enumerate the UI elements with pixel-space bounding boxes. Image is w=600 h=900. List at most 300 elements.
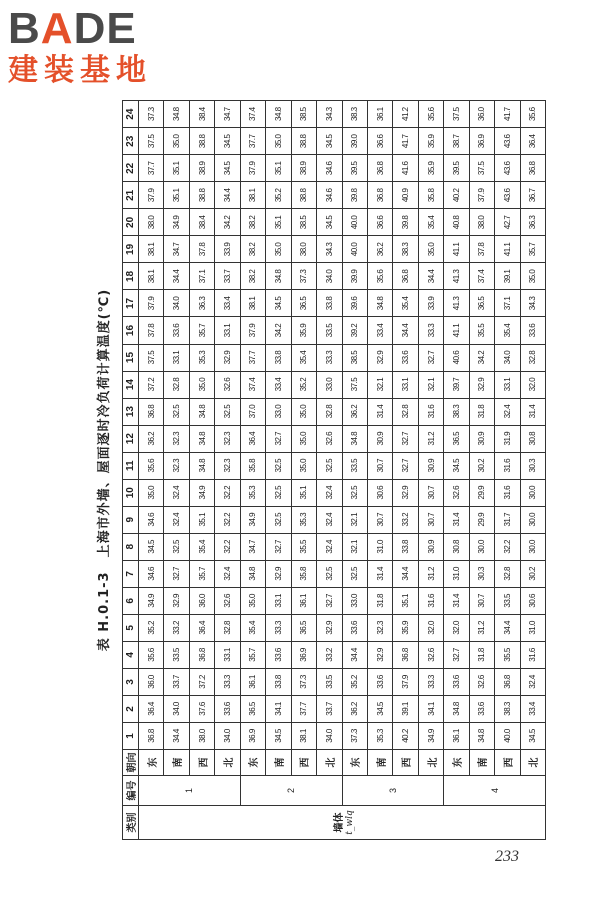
- temperature-value: 34.8: [240, 560, 265, 587]
- temperature-value: 34.5: [520, 722, 545, 749]
- temperature-value: 33.8: [266, 668, 291, 695]
- temperature-value: 34.0: [317, 263, 342, 290]
- header-hour: 24: [123, 101, 139, 128]
- temperature-value: 35.4: [393, 290, 418, 317]
- temperature-value: 41.1: [444, 317, 469, 344]
- temperature-value: 33.6: [520, 317, 545, 344]
- temperature-value: 32.6: [317, 425, 342, 452]
- temperature-value: 35.6: [418, 101, 443, 128]
- temperature-value: 32.1: [342, 533, 367, 560]
- temperature-value: 32.5: [342, 560, 367, 587]
- temperature-value: 34.6: [139, 506, 164, 533]
- temperature-value: 37.7: [240, 344, 265, 371]
- orientation-cell: 北: [520, 750, 545, 776]
- table-row: [393, 101, 418, 840]
- temperature-value: 32.6: [215, 587, 240, 614]
- logo-subtitle: 建装基地: [8, 53, 152, 88]
- temperature-value: 38.1: [139, 236, 164, 263]
- temperature-value: 34.2: [266, 317, 291, 344]
- temperature-value: 36.2: [139, 425, 164, 452]
- orientation-cell: 南: [367, 750, 392, 776]
- temperature-value: 33.9: [418, 290, 443, 317]
- temperature-value: 35.0: [266, 128, 291, 155]
- temperature-value: 33.8: [393, 533, 418, 560]
- page-number: 233: [495, 848, 519, 865]
- temperature-value: 33.5: [317, 317, 342, 344]
- temperature-value: 34.9: [189, 479, 214, 506]
- temperature-value: 35.0: [189, 371, 214, 398]
- temperature-value: 34.9: [418, 722, 443, 749]
- temperature-value: 32.9: [317, 614, 342, 641]
- table-number: 表 H.0.1-3: [97, 571, 112, 652]
- temperature-value: 36.2: [342, 398, 367, 425]
- temperature-value: 37.3: [291, 668, 316, 695]
- logo: [8, 6, 152, 88]
- header-hour: 5: [123, 614, 139, 641]
- temperature-value: 39.2: [342, 317, 367, 344]
- orientation-cell: 东: [139, 750, 164, 776]
- table-row: [342, 101, 367, 840]
- temperature-value: 35.3: [240, 479, 265, 506]
- temperature-value: 42.7: [495, 209, 520, 236]
- temperature-value: 34.8: [189, 452, 214, 479]
- table-row: [418, 101, 443, 840]
- temperature-value: 38.3: [393, 236, 418, 263]
- temperature-value: 40.9: [393, 182, 418, 209]
- temperature-value: 39.1: [393, 695, 418, 722]
- temperature-value: 35.8: [418, 182, 443, 209]
- temperature-value: 38.1: [139, 263, 164, 290]
- temperature-value: 32.8: [164, 371, 189, 398]
- temperature-value: 38.2: [240, 236, 265, 263]
- temperature-value: 34.8: [189, 425, 214, 452]
- temperature-value: 32.4: [495, 398, 520, 425]
- temperature-value: 34.6: [317, 182, 342, 209]
- temperature-value: 35.2: [139, 614, 164, 641]
- temperature-value: 35.0: [520, 263, 545, 290]
- temperature-value: 32.3: [215, 425, 240, 452]
- temperature-value: 31.8: [469, 398, 494, 425]
- temperature-value: 34.9: [139, 587, 164, 614]
- temperature-value: 35.1: [291, 479, 316, 506]
- temperature-value: 35.9: [291, 317, 316, 344]
- temperature-value: 38.3: [495, 695, 520, 722]
- temperature-value: 30.0: [520, 533, 545, 560]
- temperature-value: 37.5: [139, 128, 164, 155]
- temperature-value: 35.0: [240, 587, 265, 614]
- temperature-value: 36.9: [469, 128, 494, 155]
- temperature-value: 34.8: [266, 263, 291, 290]
- temperature-value: 37.0: [240, 398, 265, 425]
- temperature-value: 33.5: [342, 452, 367, 479]
- temperature-value: 37.2: [189, 668, 214, 695]
- temperature-value: 34.0: [495, 344, 520, 371]
- temperature-value: 34.4: [164, 263, 189, 290]
- temperature-value: 32.7: [266, 533, 291, 560]
- header-hour: 11: [123, 452, 139, 479]
- temperature-value: 33.1: [215, 641, 240, 668]
- temperature-value: 34.5: [215, 128, 240, 155]
- temperature-value: 32.1: [367, 371, 392, 398]
- temperature-value: 31.4: [444, 587, 469, 614]
- category-name: 墙体: [333, 812, 345, 833]
- temperature-value: 33.3: [215, 668, 240, 695]
- temperature-value: 37.1: [189, 263, 214, 290]
- header-hour: 23: [123, 128, 139, 155]
- temperature-value: 32.4: [164, 479, 189, 506]
- temperature-value: 34.6: [317, 155, 342, 182]
- temperature-value: 39.8: [393, 209, 418, 236]
- temperature-value: 35.9: [393, 614, 418, 641]
- temperature-value: 32.9: [164, 587, 189, 614]
- group-id-cell: 2: [240, 776, 342, 806]
- table-caption: [90, 100, 120, 840]
- temperature-value: 36.4: [240, 425, 265, 452]
- temperature-value: 40.0: [342, 209, 367, 236]
- temperature-value: 34.3: [317, 236, 342, 263]
- temperature-value: 38.3: [444, 398, 469, 425]
- orientation-cell: 南: [164, 750, 189, 776]
- temperature-value: 32.4: [317, 506, 342, 533]
- temperature-value: 34.8: [444, 695, 469, 722]
- temperature-value: 35.2: [342, 668, 367, 695]
- temperature-value: 30.9: [469, 425, 494, 452]
- temperature-value: 34.2: [215, 209, 240, 236]
- temperature-value: 32.7: [266, 425, 291, 452]
- temperature-value: 30.0: [520, 479, 545, 506]
- temperature-value: 35.0: [139, 479, 164, 506]
- temperature-value: 32.1: [418, 371, 443, 398]
- temperature-value: 38.0: [139, 209, 164, 236]
- temperature-value: 36.1: [444, 722, 469, 749]
- temperature-value: 33.5: [317, 668, 342, 695]
- temperature-value: 32.6: [418, 641, 443, 668]
- orientation-cell: 北: [317, 750, 342, 776]
- temperature-value: 40.6: [444, 344, 469, 371]
- temperature-value: 36.8: [189, 641, 214, 668]
- temperature-value: 41.6: [393, 155, 418, 182]
- temperature-value: 34.8: [342, 425, 367, 452]
- temperature-value: 36.4: [139, 695, 164, 722]
- temperature-value: 33.5: [164, 641, 189, 668]
- temperature-value: 39.7: [444, 371, 469, 398]
- temperature-value: 35.7: [240, 641, 265, 668]
- orientation-cell: 北: [215, 750, 240, 776]
- temperature-value: 36.8: [495, 668, 520, 695]
- temperature-value: 35.4: [240, 614, 265, 641]
- temperature-value: 32.4: [520, 668, 545, 695]
- temperature-value: 43.6: [495, 128, 520, 155]
- temperature-value: 36.3: [520, 209, 545, 236]
- temperature-value: 36.9: [291, 641, 316, 668]
- header-hour: 9: [123, 506, 139, 533]
- temperature-value: 30.7: [418, 479, 443, 506]
- temperature-value: 38.9: [189, 155, 214, 182]
- category-cell: [139, 806, 546, 840]
- temperature-value: 33.0: [317, 371, 342, 398]
- temperature-value: 34.9: [240, 506, 265, 533]
- temperature-value: 31.2: [469, 614, 494, 641]
- table-row: [215, 101, 240, 840]
- temperature-value: 34.4: [418, 263, 443, 290]
- category-symbol: t_wlq: [344, 810, 355, 835]
- temperature-value: 35.3: [367, 722, 392, 749]
- temperature-value: 34.5: [317, 209, 342, 236]
- header-orientation: 朝向: [123, 750, 139, 776]
- temperature-value: 35.1: [266, 209, 291, 236]
- header-hour: 3: [123, 668, 139, 695]
- temperature-value: 39.8: [342, 182, 367, 209]
- temperature-value: 36.4: [520, 128, 545, 155]
- temperature-value: 38.5: [291, 209, 316, 236]
- temperature-value: 34.8: [164, 101, 189, 128]
- temperature-value: 33.0: [342, 587, 367, 614]
- header-hour: 22: [123, 155, 139, 182]
- temperature-value: 32.0: [418, 614, 443, 641]
- temperature-value: 37.5: [444, 101, 469, 128]
- temperature-value: 33.8: [266, 344, 291, 371]
- table-row: [139, 101, 164, 840]
- temperature-value: 30.7: [367, 506, 392, 533]
- temperature-value: 37.7: [291, 695, 316, 722]
- temperature-value: 31.4: [520, 398, 545, 425]
- temperature-value: 32.8: [495, 560, 520, 587]
- temperature-value: 33.1: [215, 317, 240, 344]
- temperature-value: 32.6: [444, 479, 469, 506]
- temperature-value: 31.6: [418, 398, 443, 425]
- temperature-value: 37.8: [469, 236, 494, 263]
- table-row: [164, 101, 189, 840]
- temperature-value: 37.5: [139, 344, 164, 371]
- temperature-value: 40.2: [444, 182, 469, 209]
- temperature-value: 29.9: [469, 506, 494, 533]
- temperature-value: 31.9: [495, 425, 520, 452]
- temperature-value: 35.6: [139, 641, 164, 668]
- temperature-value: 38.9: [291, 155, 316, 182]
- temperature-value: 32.8: [215, 614, 240, 641]
- temperature-value: 34.0: [215, 722, 240, 749]
- temperature-value: 35.1: [164, 182, 189, 209]
- temperature-value: 35.0: [418, 236, 443, 263]
- temperature-value: 31.7: [495, 506, 520, 533]
- temperature-value: 30.3: [469, 560, 494, 587]
- temperature-value: 30.0: [469, 533, 494, 560]
- temperature-value: 33.6: [393, 344, 418, 371]
- temperature-value: 36.8: [393, 641, 418, 668]
- temperature-value: 35.7: [189, 317, 214, 344]
- table-row: [495, 101, 520, 840]
- temperature-value: 33.2: [317, 641, 342, 668]
- temperature-value: 40.0: [342, 236, 367, 263]
- temperature-value: 43.6: [495, 182, 520, 209]
- temperature-value: 38.0: [291, 236, 316, 263]
- temperature-value: 32.2: [215, 506, 240, 533]
- temperature-value: 34.5: [139, 533, 164, 560]
- temperature-value: 36.0: [189, 587, 214, 614]
- temperature-value: 36.0: [469, 101, 494, 128]
- temperature-value: 32.4: [164, 506, 189, 533]
- temperature-value: 33.4: [520, 695, 545, 722]
- group-id-cell: 1: [139, 776, 241, 806]
- orientation-cell: 北: [418, 750, 443, 776]
- header-hour: 14: [123, 371, 139, 398]
- temperature-value: 32.7: [393, 425, 418, 452]
- temperature-value: 35.7: [189, 560, 214, 587]
- temperature-value: 36.9: [240, 722, 265, 749]
- temperature-value: 34.7: [164, 236, 189, 263]
- temperature-value: 33.4: [367, 317, 392, 344]
- temperature-value: 40.2: [393, 722, 418, 749]
- temperature-value: 35.3: [291, 506, 316, 533]
- temperature-value: 32.5: [266, 506, 291, 533]
- temperature-value: 31.4: [367, 398, 392, 425]
- temperature-value: 36.5: [240, 695, 265, 722]
- temperature-value: 36.3: [189, 290, 214, 317]
- temperature-value: 30.6: [367, 479, 392, 506]
- temperature-value: 33.7: [215, 263, 240, 290]
- temperature-value: 38.5: [291, 101, 316, 128]
- temperature-value: 41.7: [393, 128, 418, 155]
- temperature-value: 36.8: [520, 155, 545, 182]
- temperature-value: 33.6: [469, 695, 494, 722]
- temperature-value: 35.7: [520, 236, 545, 263]
- temperature-value: 37.7: [240, 128, 265, 155]
- temperature-value: 32.7: [393, 452, 418, 479]
- header-hour: 16: [123, 317, 139, 344]
- temperature-value: 33.3: [266, 614, 291, 641]
- temperature-value: 30.9: [418, 533, 443, 560]
- temperature-value: 34.4: [393, 560, 418, 587]
- temperature-value: 35.6: [520, 101, 545, 128]
- temperature-value: 36.1: [240, 668, 265, 695]
- temperature-value: 32.6: [469, 668, 494, 695]
- temperature-value: 36.1: [291, 587, 316, 614]
- temperature-value: 34.0: [164, 695, 189, 722]
- header-hour: 19: [123, 236, 139, 263]
- temperature-value: 32.4: [317, 533, 342, 560]
- temperature-value: 35.1: [189, 506, 214, 533]
- temperature-value: 36.5: [469, 290, 494, 317]
- temperature-value: 33.3: [317, 344, 342, 371]
- temperature-value: 38.4: [189, 101, 214, 128]
- temperature-value: 37.1: [495, 290, 520, 317]
- orientation-cell: 西: [291, 750, 316, 776]
- temperature-value: 43.6: [495, 155, 520, 182]
- temperature-value: 33.4: [215, 290, 240, 317]
- temperature-value: 37.8: [189, 236, 214, 263]
- temperature-value: 34.7: [240, 533, 265, 560]
- temperature-value: 35.4: [291, 344, 316, 371]
- temperature-value: 34.0: [317, 722, 342, 749]
- temperature-value: 40.8: [444, 209, 469, 236]
- temperature-value: 36.6: [367, 209, 392, 236]
- temperature-value: 36.1: [367, 101, 392, 128]
- temperature-value: 31.6: [495, 452, 520, 479]
- temperature-value: 36.2: [342, 695, 367, 722]
- temperature-value: 35.5: [291, 533, 316, 560]
- orientation-cell: 西: [393, 750, 418, 776]
- table-row: [367, 101, 392, 840]
- temperature-value: 38.1: [240, 182, 265, 209]
- temperature-value: 35.3: [189, 344, 214, 371]
- temperature-value: 36.5: [291, 290, 316, 317]
- temperature-value: 38.0: [469, 209, 494, 236]
- temperature-value: 38.4: [189, 209, 214, 236]
- temperature-value: 32.4: [215, 560, 240, 587]
- temperature-value: 34.3: [317, 101, 342, 128]
- temperature-value: 37.4: [469, 263, 494, 290]
- temperature-value: 36.5: [444, 425, 469, 452]
- header-id: 编号: [123, 776, 139, 806]
- temperature-value: 32.9: [469, 371, 494, 398]
- temperature-value: 34.8: [469, 722, 494, 749]
- temperature-value: 35.5: [469, 317, 494, 344]
- temperature-value: 37.8: [139, 317, 164, 344]
- temperature-value: 37.5: [469, 155, 494, 182]
- header-hour: 2: [123, 695, 139, 722]
- table-row: [444, 101, 469, 840]
- temperature-value: 37.2: [139, 371, 164, 398]
- table-row: [317, 101, 342, 840]
- temperature-value: 35.0: [164, 128, 189, 155]
- temperature-value: 34.5: [266, 290, 291, 317]
- temperature-value: 33.1: [164, 344, 189, 371]
- temperature-value: 39.5: [444, 155, 469, 182]
- temperature-value: 30.8: [444, 533, 469, 560]
- temperature-value: 33.6: [367, 668, 392, 695]
- temperature-value: 32.6: [215, 371, 240, 398]
- table-header-row: [123, 101, 139, 840]
- header-hour: 17: [123, 290, 139, 317]
- temperature-value: 34.8: [266, 101, 291, 128]
- temperature-value: 34.3: [520, 290, 545, 317]
- temperature-value: 36.8: [139, 398, 164, 425]
- temperature-value: 36.2: [367, 236, 392, 263]
- group-id-cell: 4: [444, 776, 546, 806]
- table-title: 上海市外墙、屋面逐时冷负荷计算温度(℃): [97, 288, 112, 558]
- temperature-value: 41.3: [444, 290, 469, 317]
- temperature-value: 36.8: [139, 722, 164, 749]
- temperature-value: 34.4: [342, 641, 367, 668]
- temperature-value: 35.6: [139, 452, 164, 479]
- temperature-value: 34.5: [367, 695, 392, 722]
- temperature-value: 31.0: [367, 533, 392, 560]
- temperature-value: 39.6: [342, 290, 367, 317]
- temperature-value: 34.4: [215, 182, 240, 209]
- temperature-value: 32.5: [317, 560, 342, 587]
- temperature-value: 37.4: [240, 371, 265, 398]
- header-hour: 7: [123, 560, 139, 587]
- orientation-cell: 东: [444, 750, 469, 776]
- temperature-value: 41.1: [495, 236, 520, 263]
- temperature-value: 32.2: [215, 479, 240, 506]
- temperature-value: 30.9: [367, 425, 392, 452]
- temperature-value: 39.1: [495, 263, 520, 290]
- temperature-value: 32.8: [393, 398, 418, 425]
- temperature-value: 31.0: [444, 560, 469, 587]
- temperature-value: 32.5: [215, 398, 240, 425]
- temperature-value: 34.9: [164, 209, 189, 236]
- temperature-value: 33.3: [418, 317, 443, 344]
- temperature-value: 33.1: [495, 371, 520, 398]
- temperature-value: 34.0: [164, 290, 189, 317]
- temperature-value: 36.4: [189, 614, 214, 641]
- temperature-value: 34.4: [164, 722, 189, 749]
- temperature-value: 33.4: [266, 371, 291, 398]
- temperature-value: 38.8: [189, 128, 214, 155]
- temperature-value: 38.1: [240, 290, 265, 317]
- temperature-value: 34.2: [469, 344, 494, 371]
